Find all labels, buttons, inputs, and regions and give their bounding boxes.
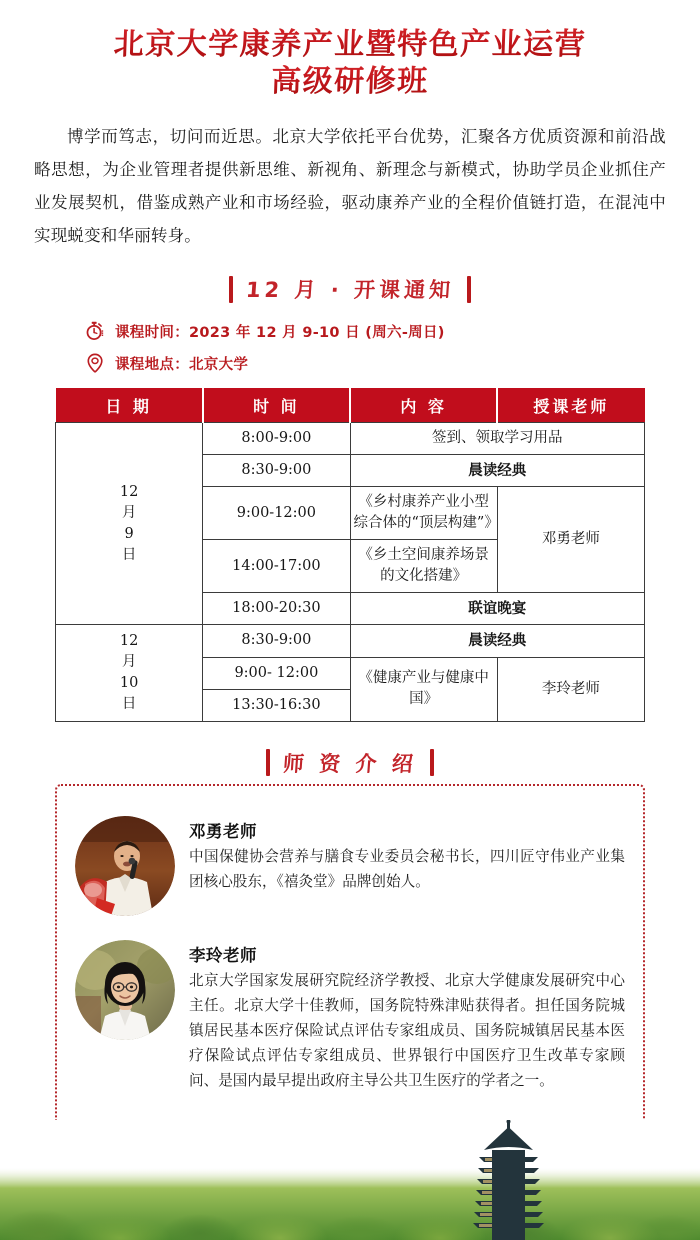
day1-row3-content-line2: 综合体的“顶层构建”》: [353, 515, 499, 532]
day2-date-cell: [56, 625, 203, 721]
day1-teacher: 邓勇老师: [497, 487, 644, 593]
day1-row1-time: 8:00-9:00: [203, 423, 350, 455]
day2-date-part-4: 日: [121, 696, 137, 713]
notice-section-heading: [0, 274, 700, 304]
teacher-name: 李玲老师: [189, 946, 257, 965]
day2-course-content: 《健康产业与健康中国》: [350, 657, 497, 721]
col-header-teacher: 授课老师: [497, 388, 644, 423]
course-place-label: 课程地点：北京大学: [115, 356, 249, 373]
right-bar-decoration: [467, 276, 471, 303]
table-row: [56, 625, 645, 657]
teacher-bio: 北京大学国家发展研究院经济学教授、北京大学健康发展研究中心主任。北京大学十佳教师，国务院特殊津贴获得者。担任国务院城镇居民基本医疗保险试点评估专家组成员、国务院城镇居民基本医疗保险试点评估专家组成员、世界银行中国医疗卫生改革专家顾问、是国内最早提出政府主导公共卫生医疗的学者之一。: [189, 972, 625, 1090]
list-item: [55, 816, 645, 916]
day1-row5-time: 18:00-20:30: [203, 593, 350, 625]
col-header-content: 内 容: [350, 388, 497, 423]
teacher-info: [189, 940, 625, 1093]
haze-overlay: [0, 1162, 700, 1188]
day1-date-cell: [56, 423, 203, 625]
left-bar-decoration-2: [266, 749, 270, 776]
intro-paragraph: 博学而笃志，切问而近思。北京大学依托平台优势，汇聚各方优质资源和前沿战略思想，为企业管理者提供新思维、新视角、新理念与新模式，协助学员企业抓住产业发展契机，借鉴成熟产业和市场经验，驱动康养产业的全程价值链打造，在混沌中实现蜕变和华丽转身。: [34, 127, 666, 246]
course-time-row: [84, 320, 700, 342]
teacher-bio: 中国保健协会营养与膳食专业委员会秘书长，四川匠守伟业产业集团核心股东，《禧灸堂》品牌创始人。: [189, 848, 625, 891]
day1-row3-content-line1: 《乡村康养产业小型: [358, 494, 489, 511]
day1-date-part-1: 12: [119, 483, 139, 500]
day2-row1-time: 8:30-9:00: [203, 625, 350, 657]
avatar: [75, 940, 175, 1040]
day1-row1-content: 签到、领取学习用品: [350, 423, 645, 455]
day1-row3-time: 9:00-12:00: [203, 487, 350, 540]
table-header-row: [56, 388, 645, 423]
schedule-table: [55, 388, 645, 721]
boya-pagoda-icon: [455, 1120, 563, 1240]
right-bar-decoration-2: [430, 749, 434, 776]
col-header-date: 日 期: [56, 388, 203, 423]
day2-date-part-3: 10: [119, 675, 139, 691]
col-header-time: 时 间: [203, 388, 350, 423]
day1-date-part-4: 日: [121, 546, 137, 563]
faculty-list: [55, 784, 645, 1093]
list-item: [55, 940, 645, 1093]
day1-row2-content: 晨读经典: [350, 455, 645, 487]
title-line-1: 北京大学康养产业暨特色产业运营: [0, 26, 700, 63]
course-info-block: [84, 320, 700, 374]
page-title: [0, 0, 700, 100]
course-time-label: 课程时间：2023 年 12 月 9-10 日 (周六-周日): [115, 324, 445, 341]
day1-row4-time: 14:00-17:00: [203, 540, 350, 593]
day1-date-part-2: 月: [121, 504, 137, 521]
avatar: [75, 816, 175, 916]
day2-teacher: 李玲老师: [497, 657, 644, 721]
teacher-name: 邓勇老师: [189, 822, 257, 841]
stopwatch-icon: [84, 320, 106, 342]
day1-row4-content: 《乡土空间康养场景的文化搭建》: [350, 540, 497, 593]
day2-row1-content: 晨读经典: [350, 625, 645, 657]
day2-date-part-1: 12: [119, 632, 139, 649]
faculty-section-heading: [0, 748, 700, 778]
day1-row3-content: [350, 487, 497, 540]
campus-scene: [0, 1120, 700, 1240]
title-line-2: 高级研修班: [0, 63, 700, 100]
day1-row5-content: 联谊晚宴: [350, 593, 645, 625]
day2-row2-time: 9:00- 12:00: [203, 657, 350, 689]
table-row: [56, 423, 645, 455]
teacher-info: [189, 816, 625, 894]
map-pin-icon: [84, 352, 106, 374]
schedule-table-wrap: [55, 388, 645, 721]
day1-row2-time: 8:30-9:00: [203, 455, 350, 487]
day2-date-part-2: 月: [121, 653, 137, 670]
day2-row3-time: 13:30-16:30: [203, 689, 350, 721]
left-bar-decoration: [229, 276, 233, 303]
notice-heading-text: 12 月 · 开课通知: [245, 278, 455, 303]
day1-date-part-3: 9: [124, 525, 134, 542]
course-place-row: [84, 352, 700, 374]
faculty-heading-text: 师 资 介 绍: [282, 751, 418, 776]
